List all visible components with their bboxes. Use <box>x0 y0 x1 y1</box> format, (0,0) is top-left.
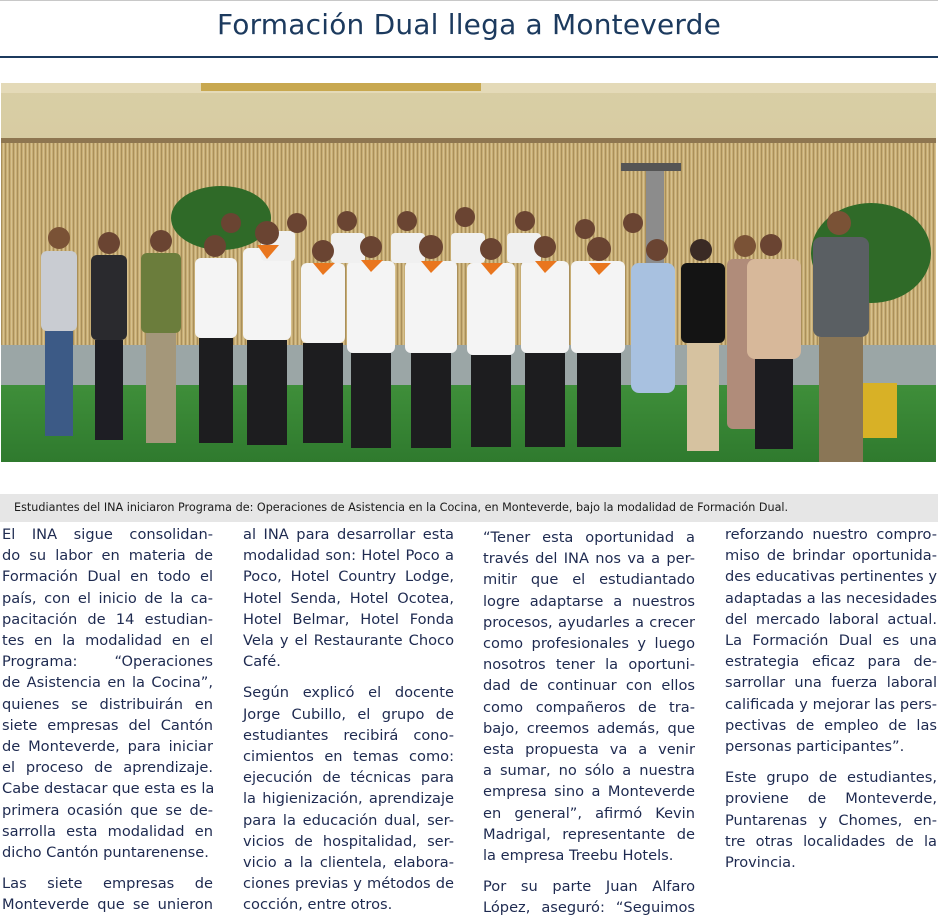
group-photo <box>1 83 936 462</box>
column-line: reforzando nuestro compro- <box>725 526 937 543</box>
column-line: quienes se distribuirán en <box>2 695 213 713</box>
column-line: cocción, entre otros. <box>243 896 393 914</box>
column-line: de Monteverde, para iniciar <box>2 738 213 756</box>
column-line: estudiantes recibirá cono- <box>243 726 454 744</box>
article-column-2 <box>243 524 454 916</box>
column-line: Las siete empresas de <box>2 875 213 893</box>
column-line: Hotel Senda, Hotel Ocotea, <box>243 589 454 607</box>
column-line: Provincia. <box>725 854 796 872</box>
column-line: empresa sino a Monteverde <box>483 783 695 801</box>
column-line: como compañeros de tra- <box>483 698 695 716</box>
column-line: tre otras localidades de la <box>725 832 937 850</box>
column-line: mitir que el estudiantado <box>483 571 695 589</box>
column-line: Vela y el Restaurante Choco <box>243 632 454 650</box>
column-line: a sumar, no sólo a nuestra <box>483 762 695 780</box>
column-line: estrategia eficaz para de- <box>725 653 937 671</box>
column-line: nosotros tener la oportuni- <box>483 656 695 674</box>
column-line: tes en la modalidad en el <box>2 632 213 650</box>
column-line: través del INA nos va a per- <box>483 550 695 568</box>
column-line: Por su parte Juan Alfaro <box>483 878 695 896</box>
column-line: procesos, ayudarles a crecer <box>483 613 695 631</box>
column-line: dad de continuar con ellos <box>483 677 695 695</box>
column-line: López, aseguró: “Seguimos <box>483 899 695 917</box>
column-line: de Asistencia en la Cocina”, <box>2 674 213 692</box>
column-line: primera ocasión que se de- <box>2 801 213 819</box>
column-line: del mercado laboral actual. <box>725 610 937 628</box>
column-line: sarrollar una fuerza laboral <box>725 674 937 692</box>
column-line: Madrigal, representante de <box>483 825 695 843</box>
column-line: vicio a la clientela, elabora- <box>243 854 454 872</box>
column-line: El INA sigue consolidan- <box>2 526 213 543</box>
column-line: la empresa Treebu Hotels. <box>483 847 674 865</box>
headline-rule <box>0 56 938 58</box>
column-line: calificada y mejorar las pers- <box>725 695 937 713</box>
column-line: modalidad son: Hotel Poco a <box>243 547 454 565</box>
column-line: personas participantes”. <box>725 738 905 756</box>
column-line: Este grupo de estudiantes, <box>725 769 937 787</box>
column-line: Café. <box>243 653 281 671</box>
column-line: miso de brindar oportunida- <box>725 547 937 565</box>
column-line: des educativas pertinentes y <box>725 568 937 586</box>
column-line: la higienización, aprendizaje <box>243 790 454 808</box>
column-line: sarrolla esta modalidad en <box>2 822 213 840</box>
column-line: pacitación de 14 estudian- <box>2 610 213 628</box>
column-line: como profesionales y luego <box>483 635 695 653</box>
column-line: esta propuesta va a venir <box>483 741 695 759</box>
group-photo-illustration <box>1 83 936 462</box>
column-line: proviene de Monteverde, <box>725 790 937 808</box>
column-line: Puntarenas y Chomes, en- <box>725 811 937 829</box>
column-line: vicios de hospitalidad, ser- <box>243 832 454 850</box>
column-line: para la educación dual, ser- <box>243 811 454 829</box>
column-line: el proceso de aprendizaje. <box>2 759 213 777</box>
article-column-1 <box>2 524 213 916</box>
column-line: Jorge Cubillo, el grupo de <box>243 705 454 723</box>
column-line: Hotel Belmar, Hotel Fonda <box>243 610 454 628</box>
column-line: Programa: “Operaciones <box>2 653 213 671</box>
column-line: Cabe destacar que esta es la <box>2 780 215 798</box>
article-column-4 <box>725 524 937 873</box>
column-line: Formación Dual en todo el <box>2 568 213 586</box>
column-line: do su labor en materia de <box>2 547 213 565</box>
column-line: adaptadas a las necesidades <box>725 589 937 607</box>
column-line: país, con el inicio de la ca- <box>2 589 213 607</box>
column-line: La Formación Dual es una <box>725 632 937 650</box>
column-line: Poco, Hotel Country Lodge, <box>243 568 454 586</box>
top-rule <box>0 0 938 1</box>
column-line: dicho Cantón puntarenense. <box>2 844 209 862</box>
column-line: pectivas de empleo de las <box>725 716 937 734</box>
photo-caption: Estudiantes del INA iniciaron Programa de: Operaciones de Asistencia en la Cocina, en Monteverde, bajo la modalidad de Formación Dual. <box>14 501 789 514</box>
column-line: cimientos en temas como: <box>243 748 454 766</box>
article-headline: Formación Dual llega a Monteverde <box>216 8 722 41</box>
column-line: logre adaptarse a nuestros <box>483 592 695 610</box>
column-line: en general”, afirmó Kevin <box>483 804 695 822</box>
column-line: ejecución de técnicas para <box>243 769 454 787</box>
column-line: “Tener esta oportunidad a <box>483 529 695 546</box>
column-line: al INA para desarrollar esta <box>243 526 454 543</box>
article-column-3 <box>483 527 695 919</box>
column-line: siete empresas del Cantón <box>2 716 213 734</box>
column-line: ciones previas y métodos de <box>243 875 454 893</box>
column-line: bajo, creemos además, que <box>483 719 695 737</box>
column-line: Según explicó el docente <box>243 684 454 702</box>
column-line: Monteverde que se unieron <box>2 896 213 914</box>
